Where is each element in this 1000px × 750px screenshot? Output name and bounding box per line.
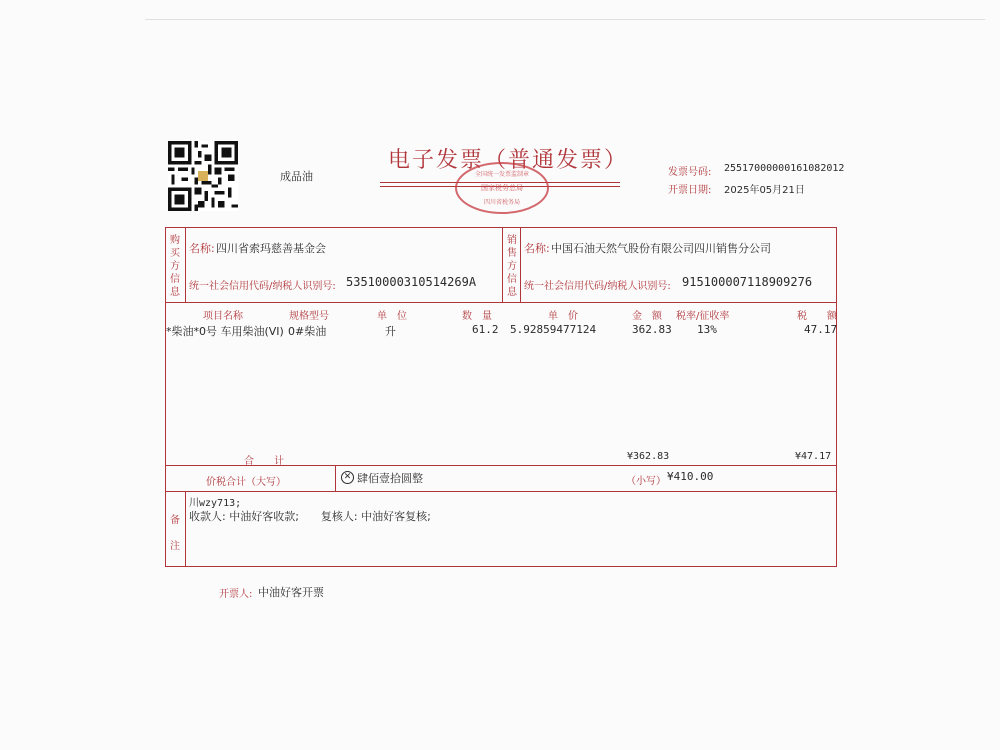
seller-label-divider [520, 227, 521, 302]
seller-tax-id: 915100007118909276 [682, 275, 813, 289]
grand-total-small-value: ¥410.00 [667, 470, 714, 483]
buyer-tax-id: 53510000310514269A [346, 275, 477, 289]
header-price: 单 价 [548, 311, 578, 322]
buyer-tax-label: 统一社会信用代码/纳税人识别号: [189, 281, 336, 292]
remarks-label-divider [185, 491, 186, 567]
row-price: 5.92859477124 [510, 323, 597, 336]
buyer-side-label: 购 买 方 信 息 [170, 235, 180, 298]
invoice-date: 2025年05月21日 [724, 185, 805, 196]
row-amount: 362.83 [632, 323, 672, 336]
total-tax: ¥47.17 [795, 451, 832, 462]
seller-name-label: 名称: [524, 242, 550, 255]
grand-total-bottom-rule [165, 491, 837, 492]
seller-side-label: 销 售 方 信 息 [507, 235, 517, 298]
invoice-number-label: 发票号码: [668, 167, 712, 178]
invoice-number: 25517000000161082012 [724, 163, 845, 174]
header-amount: 金 额 [632, 311, 662, 322]
issuer-name: 中油好客开票 [258, 586, 324, 599]
tax-seal-stamp [452, 160, 552, 216]
grand-total-divider [335, 465, 336, 491]
row-rate: 13% [697, 323, 717, 336]
grand-total-top-rule [165, 465, 837, 466]
header-unit: 单 位 [377, 311, 407, 322]
header-item-name: 项目名称 [203, 311, 243, 322]
seller-tax-label: 统一社会信用代码/纳税人识别号: [524, 281, 671, 292]
remarks-line-1: 川wzy713; [189, 498, 242, 509]
buyer-name-label: 名称: [189, 242, 215, 255]
svg-text:四川省税务局: 四川省税务局 [483, 199, 521, 206]
remarks-side-label: 备 注 [170, 515, 180, 552]
header-rate: 税率/征收率 [676, 311, 730, 322]
invoice-date-label: 开票日期: [668, 185, 712, 196]
buyer-name: 四川省索玛慈善基金会 [216, 242, 326, 255]
row-item-name: *柴油*0号 车用柴油(VI) [166, 325, 284, 338]
party-section-divider [165, 302, 837, 303]
buyer-label-divider [185, 227, 186, 302]
header-qty: 数 量 [462, 311, 492, 322]
seller-name: 中国石油天然气股份有限公司四川销售分公司 [551, 242, 771, 255]
total-amount: ¥362.83 [627, 451, 670, 462]
row-tax: 47.17 [804, 323, 838, 336]
total-label: 合 计 [244, 456, 284, 467]
remarks-line-2: 收款人: 中油好客收款; 复核人: 中油好客复核; [189, 510, 431, 523]
invoice-category: 成品油 [280, 170, 313, 183]
page-top-edge [145, 19, 985, 20]
svg-text:全国统一发票监制章: 全国统一发票监制章 [474, 171, 530, 178]
party-divider [502, 227, 503, 302]
issuer-label: 开票人: [219, 589, 253, 600]
header-spec: 规格型号 [289, 311, 329, 322]
close-circle-icon: ✕ [341, 471, 354, 484]
header-tax: 税 额 [797, 311, 837, 322]
grand-total-label: 价税合计（大写） [206, 477, 286, 488]
row-unit: 升 [385, 325, 396, 338]
row-qty: 61.2 [472, 323, 499, 336]
invoice-title: 电子发票（普通发票） [388, 148, 629, 173]
row-spec: 0#柴油 [288, 325, 327, 338]
grand-total-small-label: （小写） [626, 476, 666, 487]
svg-text:国家税务总局: 国家税务总局 [481, 184, 523, 192]
qr-code-icon [168, 141, 238, 211]
grand-total-words: 肆佰壹拾圆整 [357, 472, 423, 485]
